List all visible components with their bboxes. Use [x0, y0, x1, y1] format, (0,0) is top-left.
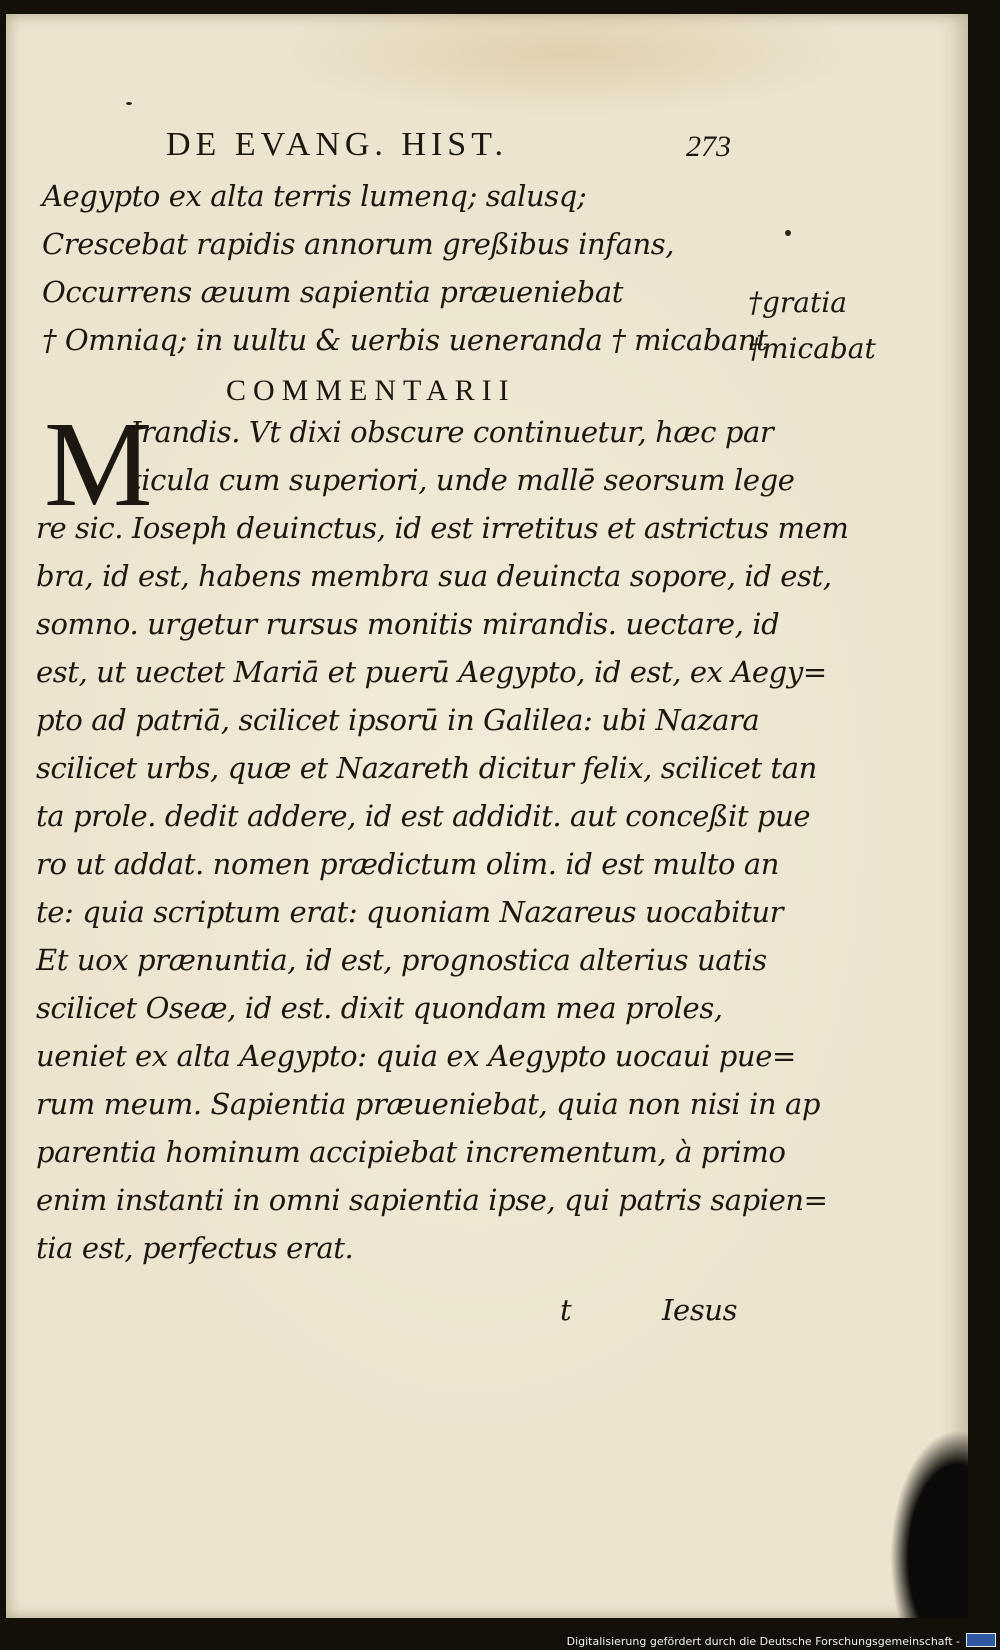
commentary-line: tia est, perfectus erat. [36, 1231, 354, 1265]
commentary-line: scilicet Oseæ, id est. dixit quondam mea proles, [36, 991, 723, 1025]
commentary-line: rum meum. Sapientia præueniebat, quia non nisi in ap [36, 1087, 820, 1121]
commentary-line: ticula cum superiori, unde mallē seorsum lege [130, 463, 795, 497]
commentary-line: re sic. Ioseph deuinctus, id est irretitus et astrictus mem [36, 511, 849, 545]
dfg-logo-icon [966, 1633, 996, 1647]
page-number: 273 [686, 130, 731, 163]
running-head: DE EVANG. HIST. [166, 126, 508, 163]
verse-line: Aegypto ex alta terris lumenq; salusq; [42, 179, 587, 213]
commentary-line: Irandis. Vt dixi obscure continuetur, hæc par [130, 415, 774, 449]
commentary-line: est, ut uectet Mariā et puerū Aegypto, id est, ex Aegy= [36, 655, 827, 689]
credit-text: Digitalisierung gefördert durch die Deutsche Forschungsgemeinschaft - [566, 1635, 960, 1648]
torn-corner [848, 1358, 968, 1618]
verse-line: Occurrens æuum sapientia præueniebat [42, 275, 623, 309]
drop-cap-initial: M [44, 397, 153, 532]
section-heading: COMMENTARII [226, 374, 516, 407]
commentary-line: ueniet ex alta Aegypto: quia ex Aegypto uocaui pue= [36, 1039, 796, 1073]
commentary-line: pto ad patriā, scilicet ipsorū in Galilea: ubi Nazara [36, 703, 760, 737]
digitization-credit [567, 1635, 994, 1648]
commentary-line: somno. urgetur rursus monitis mirandis. uectare, id [36, 607, 780, 641]
commentary-line: scilicet urbs, quæ et Nazareth dicitur felix, scilicet tan [36, 751, 817, 785]
ink-speck [126, 102, 132, 105]
commentary-line: te: quia scriptum erat: quoniam Nazareus uocabitur [36, 895, 784, 929]
commentary-line: ta prole. dedit addere, id est addidit. aut conceßit pue [36, 799, 811, 833]
commentary-line: ro ut addat. nomen prædictum olim. id est multo an [36, 847, 780, 881]
book-page [6, 14, 968, 1618]
verse-line: Crescebat rapidis annorum greßibus infans, [42, 227, 675, 261]
signature-mark: t [560, 1293, 572, 1327]
commentary-line: bra, id est, habens membra sua deuincta sopore, id est, [36, 559, 832, 593]
verse-line: † Omniaq; in uultu & uerbis ueneranda † micabant [42, 323, 768, 357]
commentary-line: parentia hominum accipiebat incrementum, à primo [36, 1135, 786, 1169]
margin-note: †gratia [748, 286, 847, 319]
ink-speck [785, 230, 791, 236]
catchword: Iesus [662, 1293, 738, 1327]
commentary-line: Et uox prænuntia, id est, prognostica alterius uatis [36, 943, 767, 977]
margin-note: †micabat [748, 332, 876, 365]
commentary-line: enim instanti in omni sapientia ipse, qui patris sapien= [36, 1183, 828, 1217]
